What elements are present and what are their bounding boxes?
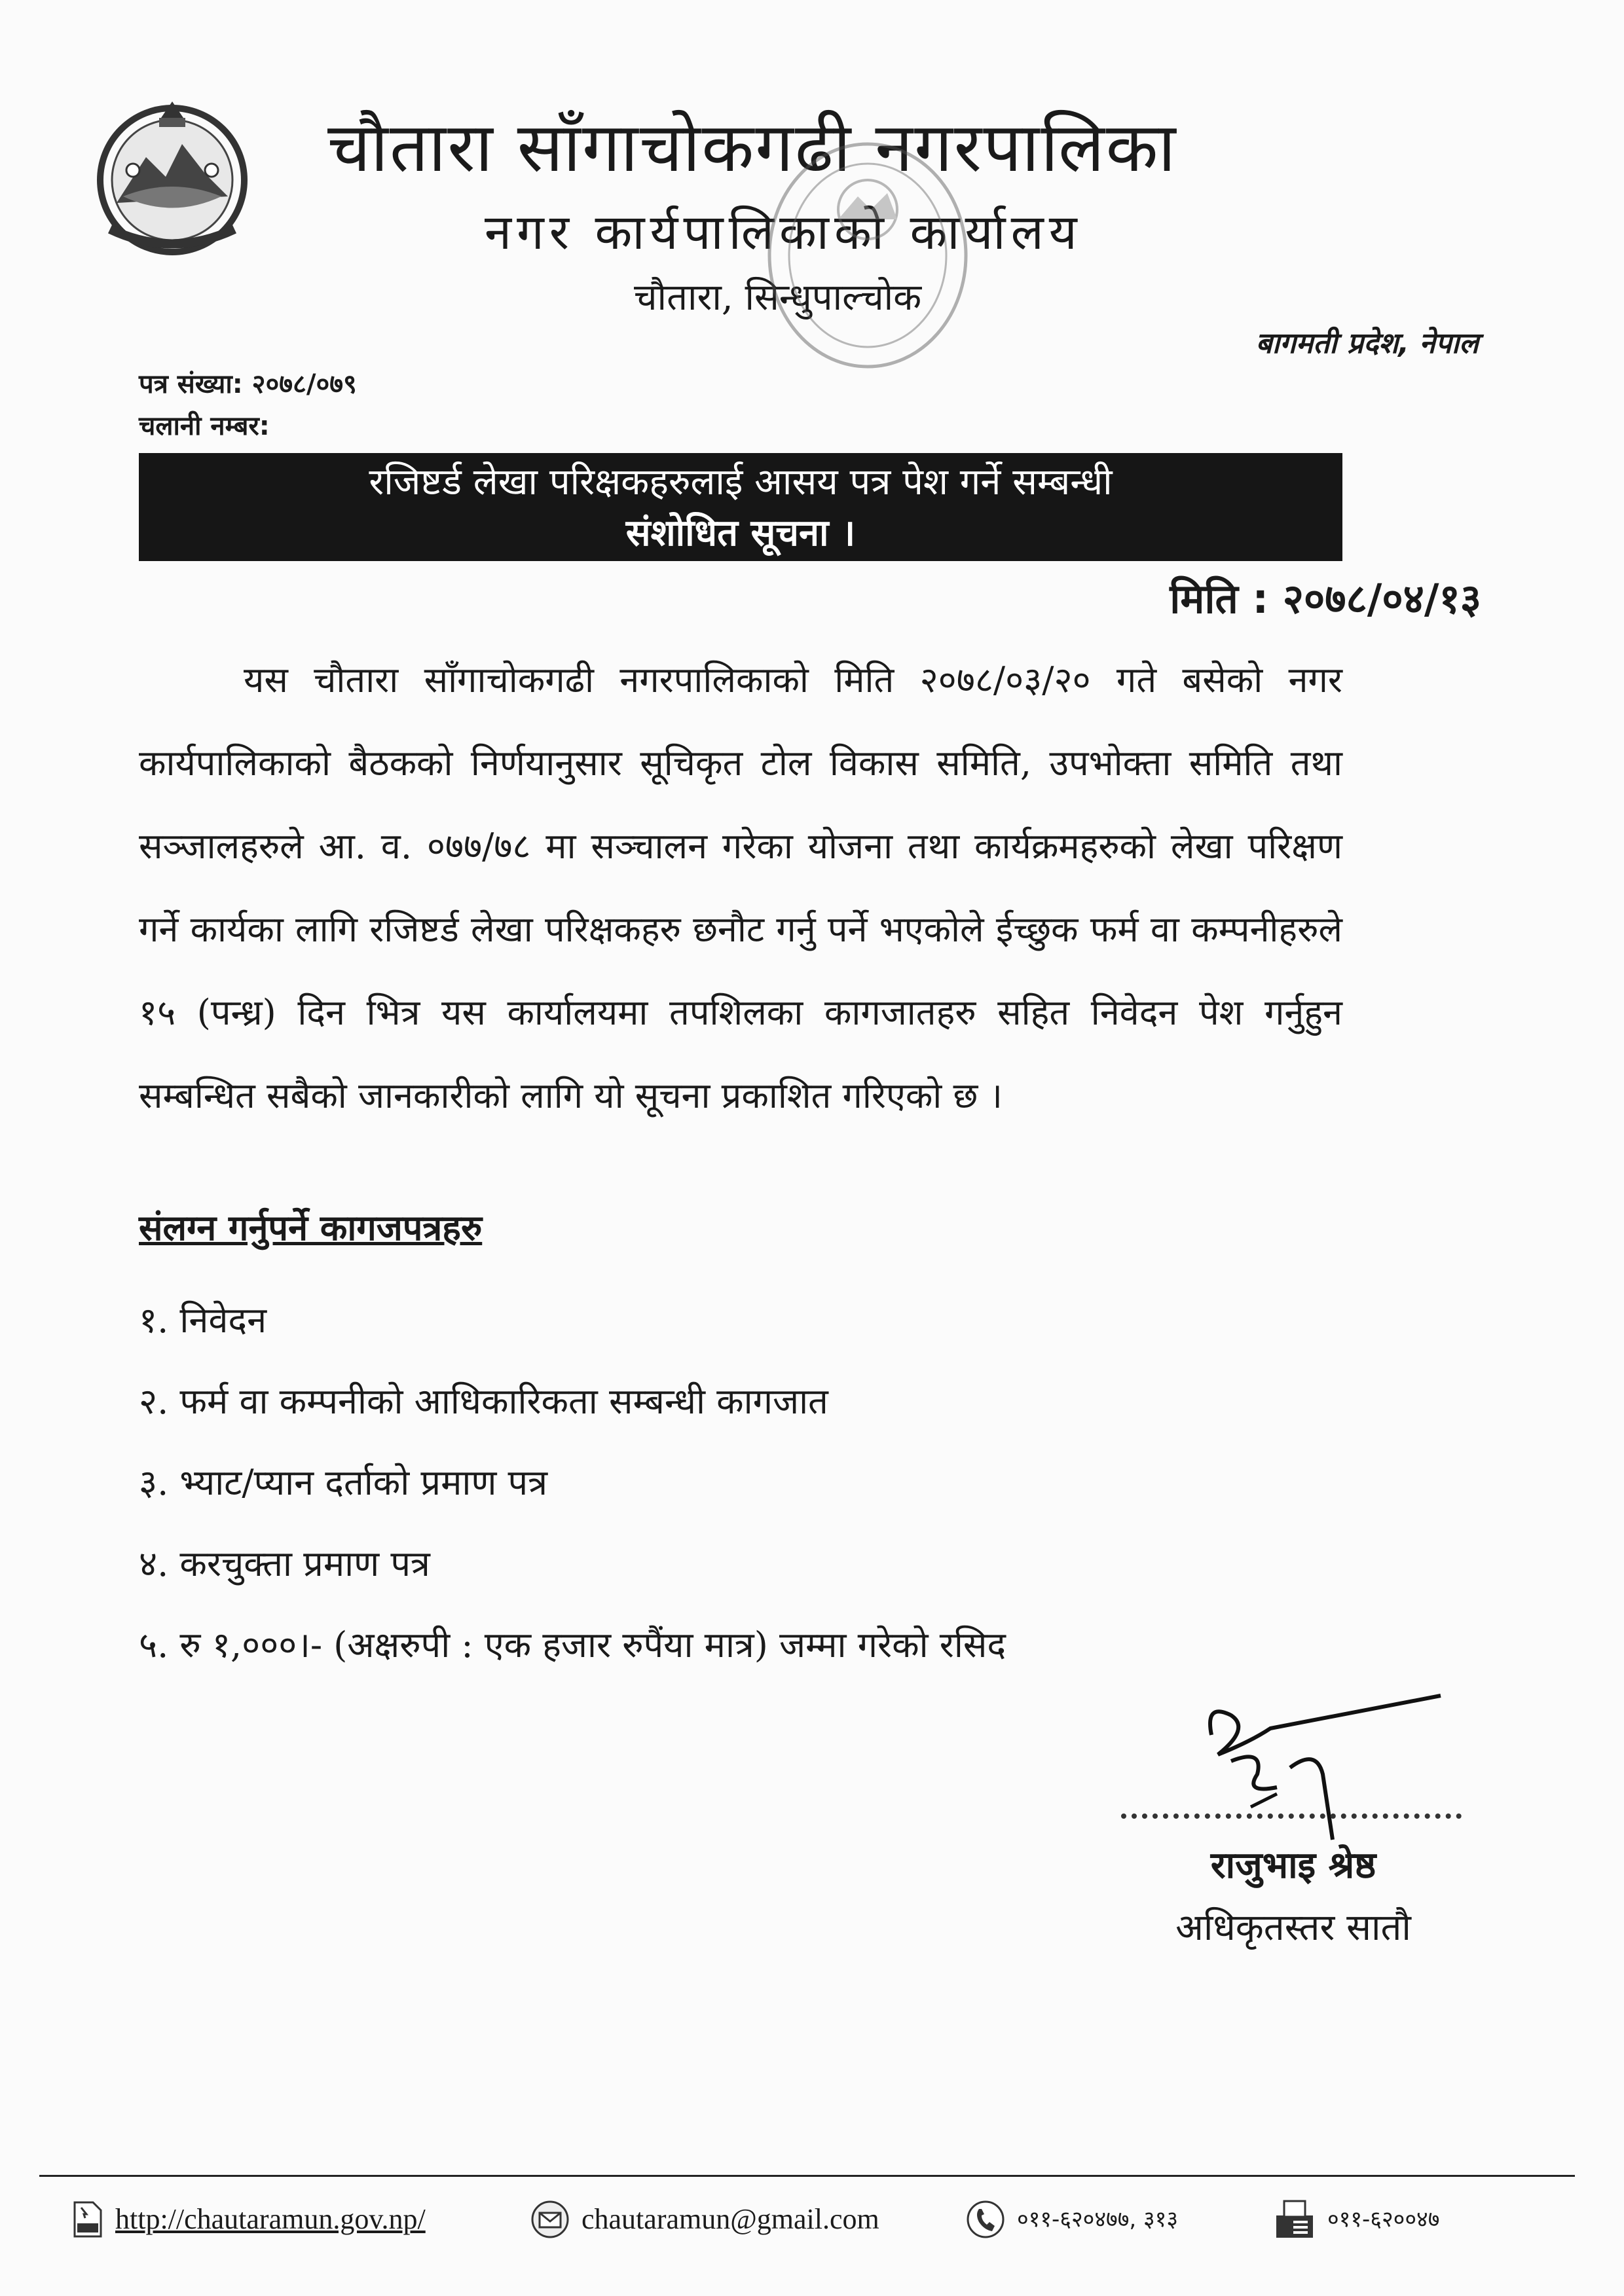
notice-body bbox=[139, 638, 1342, 1137]
notice-date: मिति : २०७८/०४/१३ bbox=[1170, 575, 1481, 623]
footer-fax bbox=[1274, 2190, 1439, 2249]
list-item: ४. करचुक्ता प्रमाण पत्र bbox=[139, 1543, 430, 1584]
notice-body-text: यस चौतारा साँगाचोकगढी नगरपालिकाको मिति २०७८/०३/२० गते बसेको नगर कार्यपालिकाको बैठकको निर्णयानुसार सूचिकृत टोल विकास समिति, उपभोक्ता समिति तथा सञ्जालहरुले आ. व. ०७७/७८ मा सञ्चालन गरेका योजना तथा कार्यक्रमहरुको लेखा परिक्षण गर्ने कार्यका लागि रजिष्टर्ड लेखा परिक्षकहरु छनौट गर्नु पर्ने भएकोले ईच्छुक फर्म वा कम्पनीहरुले १५ (पन्ध्र) दिन भित्र यस कार्यालयमा तपशिलका कागजातहरु सहित निवेदन पेश गर्नुहुन सम्बन्धित सबैको जानकारीको लागि यो सूचना प्रकाशित गरिएको छ । bbox=[139, 659, 1342, 1116]
dispatch-number: चलानी नम्बर: bbox=[139, 411, 270, 441]
office-address: चौतारा, सिन्धुपाल्चोक bbox=[634, 276, 922, 319]
handwritten-signature bbox=[1192, 1689, 1467, 1859]
footer-divider bbox=[39, 2175, 1575, 2177]
website-link[interactable]: http://chautaramun.gov.np/ bbox=[115, 2203, 426, 2235]
list-item: १. निवेदन bbox=[139, 1300, 267, 1341]
footer-phone bbox=[966, 2190, 1178, 2249]
attachments-heading: संलग्न गर्नुपर्ने कागजपत्रहरु bbox=[139, 1207, 483, 1248]
office-seal-stamp bbox=[760, 131, 976, 380]
phone-number: ०११-६२०४७७, ३१३ bbox=[1017, 2206, 1179, 2232]
email-icon bbox=[530, 2200, 570, 2239]
footer-website[interactable] bbox=[72, 2190, 426, 2249]
footer-email[interactable] bbox=[530, 2190, 879, 2249]
fax-number: ०११-६२००४७ bbox=[1327, 2206, 1440, 2232]
office-name: नगर कार्यपालिकाको कार्यालय bbox=[485, 204, 1082, 261]
email-address[interactable]: chautaramun@gmail.com bbox=[581, 2203, 879, 2235]
list-item: २. फर्म वा कम्पनीको आधिकारिकता सम्बन्धी कागजात bbox=[139, 1381, 828, 1422]
fax-icon bbox=[1274, 2198, 1316, 2240]
list-item: ३. भ्याट/प्यान दर्ताको प्रमाण पत्र bbox=[139, 1462, 548, 1503]
phone-icon bbox=[966, 2200, 1005, 2239]
footer bbox=[72, 2190, 1565, 2249]
letter-meta bbox=[139, 363, 357, 447]
signature-line bbox=[1121, 1813, 1462, 1819]
list-item: ५. रु १,०००।- (अक्षरुपी : एक हजार रुपैंया मात्र) जम्मा गरेको रसिद bbox=[139, 1624, 1006, 1666]
organization-name: चौतारा साँगाचोकगढी नगरपालिका bbox=[327, 107, 1177, 187]
attachments-list bbox=[139, 1280, 1318, 1686]
notice-title-banner bbox=[139, 453, 1342, 561]
notice-title-line2: संशोधित सूचना । bbox=[625, 512, 856, 555]
reference-number: पत्र संख्या: २०७८/०७९ bbox=[139, 369, 357, 399]
signatory-title: अधिकृतस्तर सातौ bbox=[1175, 1906, 1411, 1949]
province-label: बागमती प्रदेश, नेपाल bbox=[1255, 327, 1479, 360]
signatory-name: राजुभाइ श्रेष्ठ bbox=[1210, 1844, 1376, 1887]
notice-title-line1: रजिष्टर्ड लेखा परिक्षकहरुलाई आसय पत्र पेश गर्ने सम्बन्धी bbox=[369, 461, 1113, 503]
nepal-emblem-icon bbox=[84, 98, 261, 262]
url-icon bbox=[72, 2201, 103, 2238]
